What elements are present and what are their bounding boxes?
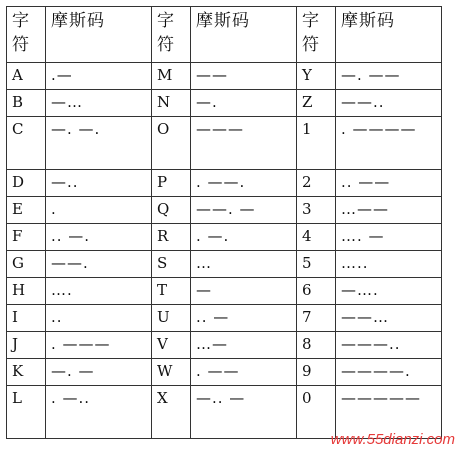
- morse-code-cell: ..: [46, 305, 152, 332]
- table-row: [7, 251, 442, 278]
- morse-code-cell: —.: [191, 90, 297, 117]
- table-row: [7, 278, 442, 305]
- char-cell: I: [7, 305, 46, 332]
- char-cell: 7: [297, 305, 336, 332]
- table-row: [7, 332, 442, 359]
- header-char-cell: [152, 7, 191, 63]
- table-row: [7, 197, 442, 224]
- char-cell: 8: [297, 332, 336, 359]
- table-header-row: [7, 7, 442, 63]
- header-char-cell: [7, 7, 46, 63]
- header-code-label: 摩斯码: [51, 11, 105, 31]
- morse-code-cell: …. —: [336, 224, 442, 251]
- morse-code-cell: …..: [336, 251, 442, 278]
- table-row: [7, 90, 442, 117]
- morse-code-cell: ——…: [336, 305, 442, 332]
- table-row: [7, 224, 442, 251]
- char-cell: S: [152, 251, 191, 278]
- char-cell: Z: [297, 90, 336, 117]
- char-cell: A: [7, 63, 46, 90]
- char-cell: 9: [297, 359, 336, 386]
- table-row: [7, 63, 442, 90]
- morse-code-cell: —: [191, 278, 297, 305]
- table-body: [7, 63, 442, 439]
- morse-code-cell: …: [191, 251, 297, 278]
- char-cell: 3: [297, 197, 336, 224]
- char-cell: Q: [152, 197, 191, 224]
- header-code-label: 摩斯码: [196, 11, 250, 31]
- morse-code-cell: —. —: [46, 359, 152, 386]
- morse-code-cell: ——..: [336, 90, 442, 117]
- char-cell: 5: [297, 251, 336, 278]
- table-row: [7, 170, 442, 197]
- table-row: [7, 117, 442, 170]
- morse-code-cell: —…: [46, 90, 152, 117]
- morse-code-cell: . —.: [191, 224, 297, 251]
- morse-code-cell: ….: [46, 278, 152, 305]
- morse-code-cell: …——: [336, 197, 442, 224]
- morse-code-cell: —..: [46, 170, 152, 197]
- char-cell: 4: [297, 224, 336, 251]
- table-row: [7, 305, 442, 332]
- morse-code-cell: .. ——: [336, 170, 442, 197]
- char-cell: B: [7, 90, 46, 117]
- morse-code-cell: ——.: [46, 251, 152, 278]
- char-cell: Y: [297, 63, 336, 90]
- char-cell: C: [7, 117, 46, 170]
- morse-code-cell: .. —.: [46, 224, 152, 251]
- char-cell: 2: [297, 170, 336, 197]
- morse-code-table: [6, 6, 442, 439]
- morse-code-cell: ——: [191, 63, 297, 90]
- header-code-label: 摩斯码: [341, 11, 395, 31]
- morse-code-cell: —. —.: [46, 117, 152, 170]
- watermark-text: www.55dianzi.com: [330, 431, 455, 448]
- morse-code-cell: —.. —: [191, 386, 297, 439]
- header-code-cell: [191, 7, 297, 63]
- morse-code-cell: ———..: [336, 332, 442, 359]
- morse-code-cell: . —..: [46, 386, 152, 439]
- morse-code-cell: .—: [46, 63, 152, 90]
- char-cell: V: [152, 332, 191, 359]
- morse-code-cell: —. ——: [336, 63, 442, 90]
- char-cell: L: [7, 386, 46, 439]
- char-cell: G: [7, 251, 46, 278]
- char-cell: D: [7, 170, 46, 197]
- char-cell: M: [152, 63, 191, 90]
- char-cell: J: [7, 332, 46, 359]
- char-cell: W: [152, 359, 191, 386]
- char-cell: U: [152, 305, 191, 332]
- char-cell: X: [152, 386, 191, 439]
- morse-code-cell: . ——.: [191, 170, 297, 197]
- header-char-cell: [297, 7, 336, 63]
- char-cell: N: [152, 90, 191, 117]
- morse-code-cell: ———: [191, 117, 297, 170]
- table-row: [7, 359, 442, 386]
- char-cell: 6: [297, 278, 336, 305]
- char-cell: 1: [297, 117, 336, 170]
- char-cell: K: [7, 359, 46, 386]
- header-char-label: 字符: [302, 11, 319, 55]
- morse-code-cell: . ————: [336, 117, 442, 170]
- morse-code-cell: .: [46, 197, 152, 224]
- morse-code-cell: . ——: [191, 359, 297, 386]
- header-char-label: 字符: [12, 11, 29, 55]
- char-cell: 0: [297, 386, 336, 439]
- header-char-label: 字符: [157, 11, 174, 55]
- char-cell: H: [7, 278, 46, 305]
- morse-code-cell: .. —: [191, 305, 297, 332]
- morse-code-cell: …—: [191, 332, 297, 359]
- morse-code-cell: . ———: [46, 332, 152, 359]
- char-cell: E: [7, 197, 46, 224]
- morse-code-cell: ——. —: [191, 197, 297, 224]
- char-cell: O: [152, 117, 191, 170]
- morse-code-cell: —….: [336, 278, 442, 305]
- char-cell: R: [152, 224, 191, 251]
- header-code-cell: [336, 7, 442, 63]
- morse-code-cell: ————.: [336, 359, 442, 386]
- morse-code-cell: —————: [336, 386, 442, 439]
- char-cell: F: [7, 224, 46, 251]
- header-code-cell: [46, 7, 152, 63]
- char-cell: P: [152, 170, 191, 197]
- char-cell: T: [152, 278, 191, 305]
